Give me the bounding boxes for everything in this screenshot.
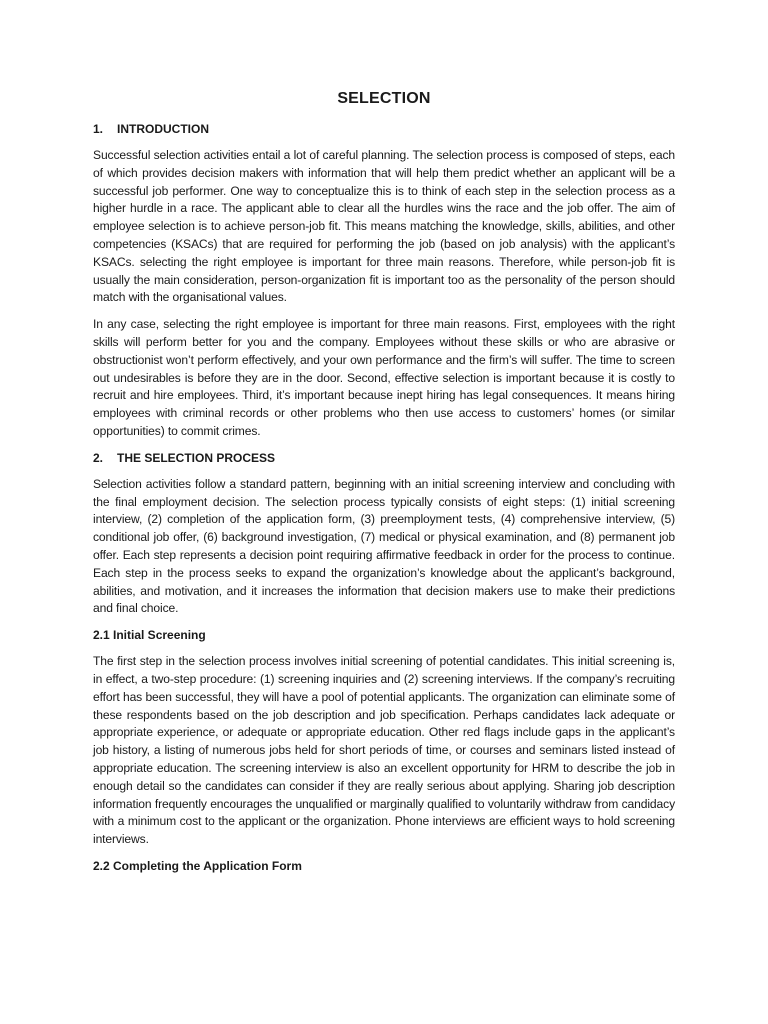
section-heading-introduction bbox=[93, 121, 675, 138]
paragraph: In any case, selecting the right employee is important for three main reasons. First, employees with the right skills will perform better for you and the company. Employees without these skills or who are abrasive or obstructionist won’t perform effectively, and your own performance and the firm’s will suffer. The time to screen out undesirables is before they are in the door. Second, effective selection is important because it is costly to recruit and hire employees. Third, it’s important because inept hiring has legal consequences. It means hiring employees with criminal records or other problems who then use access to customers’ homes (or similar opportunities) to commit crimes. bbox=[93, 317, 675, 438]
section-title: INTRODUCTION bbox=[117, 122, 209, 136]
subsection-heading-application-form: 2.2 Completing the Application Form bbox=[93, 858, 302, 873]
document-title: SELECTION bbox=[337, 90, 431, 107]
subsection-heading-initial-screening: 2.1 Initial Screening bbox=[93, 628, 206, 643]
section-number: 1. bbox=[93, 122, 104, 136]
paragraph: Selection activities follow a standard pattern, beginning with an initial screening interview and concluding with the final employment decision. The selection process typically consists of eight steps: (1) initial screening interview, (2) completion of the application form, (3) preemployment tests, (4) comprehensive interview, (5) conditional job offer, (6) background investigation, (7) medical or physical examination, and (8) permanent job offer. Each step represents a decision point requiring affirmative feedback in order for the process to continue. Each step in the process seeks to expand the organization’s knowledge about the applicant’s background, abilities, and motivation, and it increases the information that decision makers use to make their predictions and final choice. bbox=[93, 476, 675, 616]
section-title: THE SELECTION PROCESS bbox=[117, 450, 276, 465]
paragraph: The first step in the selection process involves initial screening of potential candidates. This initial screening is, in effect, a two-step procedure: (1) screening inquiries and (2) screening interviews. If the company’s recruiting effort has been successful, they will have a pool of potential applicants. The organization can eliminate some of these respondents based on the job description and job specification. Perhaps candidates lack adequate or appropriate experience, or adequate or appropriate education. Other red flags include gaps in the applicant’s job history, a listing of numerous jobs held for short periods of time, or courses and seminars listed instead of appropriate education. The screening interview is also an excellent opportunity for HRM to describe the job in enough detail so the candidates can consider if they are really serious about applying. Sharing job description information frequently encourages the unqualified or marginally qualified to voluntarily withdraw from candidacy with a minimum cost to the applicant or the organization. Phone interviews are efficient ways to hold screening interviews. bbox=[93, 654, 675, 847]
document-page bbox=[93, 88, 675, 884]
paragraph: Successful selection activities entail a lot of careful planning. The selection process is composed of steps, each of which provides decision makers with information that will help them predict whether an applicant will be a successful job performer. One way to conceptualize this is to think of each step in the selection process as a higher hurdle in a race. The applicant able to clear all the hurdles wins the race and the job offer. The aim of employee selection is to achieve person-job fit. This means matching the knowledge, skills, abilities, and other competencies (KSACs) that are required for performing the job (based on job analysis) with the applicant’s KSACs. selecting the right employee is important for three main reasons. Therefore, while person-job fit is usually the main consideration, person-organization fit is important too as the personality of the person should match with the organisational values. bbox=[93, 148, 675, 305]
section-number: 2. bbox=[93, 450, 104, 465]
section-heading-selection-process bbox=[93, 450, 675, 467]
